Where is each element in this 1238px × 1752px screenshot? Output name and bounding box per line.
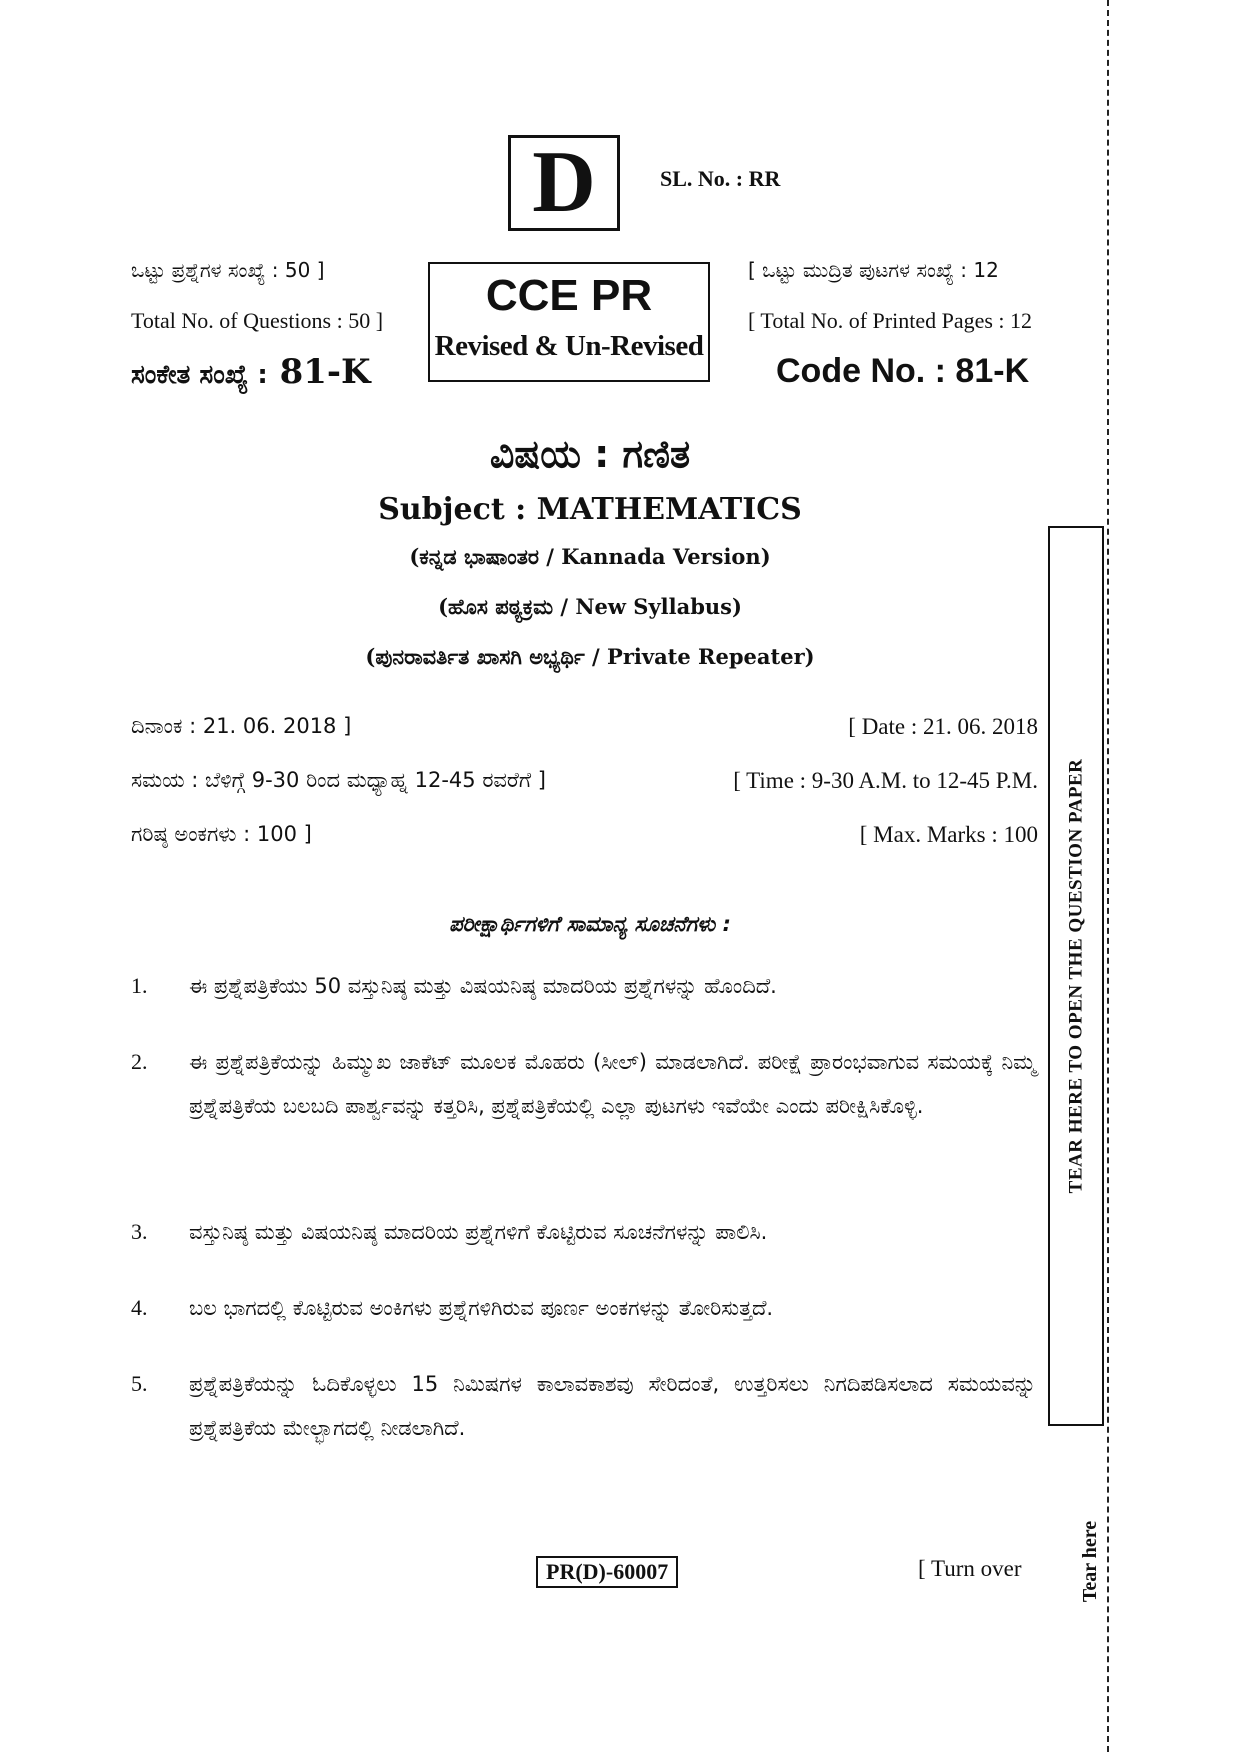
- instruction-number: 1.: [131, 973, 148, 998]
- total-questions-english: Total No. of Questions : 50 ]: [131, 308, 384, 333]
- subject-kannada: ವಿಷಯ : ಗಣಿತ: [489, 432, 691, 476]
- max-marks-kannada: ಗರಿಷ್ಠ ಅಂಕಗಳು : 100 ]: [131, 822, 312, 846]
- code-value: 81-K: [279, 352, 371, 392]
- subject-english: Subject : MATHEMATICS: [378, 492, 802, 527]
- instruction-number: 2.: [131, 1049, 148, 1074]
- code-number-kannada: [131, 352, 371, 392]
- repeater-line: (ಪುನರಾವರ್ತಿತ ಖಾಸಗಿ ಅಭ್ಯರ್ಥಿ / Private Repeater): [365, 644, 815, 669]
- set-letter: D: [532, 134, 596, 231]
- syllabus-line: (ಹೊಸ ಪಠ್ಯಕ್ರಮ / New Syllabus): [438, 594, 742, 619]
- date-english: [ Date : 21. 06. 2018: [848, 714, 1038, 739]
- printed-pages-kannada: [ ಒಟ್ಟು ಮುದ್ರಿತ ಪುಟಗಳ ಸಂಖ್ಯೆ : 12: [748, 258, 999, 282]
- tear-here-label: [1070, 1510, 1110, 1603]
- time-kannada: ಸಮಯ : ಬೆಳಿಗ್ಗೆ 9-30 ರಿಂದ ಮಧ್ಯಾಹ್ನ 12-45 ರವರೆಗೆ ]: [131, 768, 546, 792]
- tear-instruction-box: [1048, 526, 1104, 1426]
- instruction-text: ಈ ಪ್ರಶ್ನೆಪತ್ರಿಕೆಯನ್ನು ಹಿಮ್ಮುಖ ಜಾಕೆಟ್ ಮೂಲಕ ಮೊಹರು (ಸೀಲ್) ಮಾಡಲಾಗಿದೆ. ಪರೀಕ್ಷೆ ಪ್ರಾರಂಭವಾಗುವ ಸಮಯಕ್ಕೆ ನಿಮ್ಮ ಪ್ರಶ್ನೆಪತ್ರಿಕೆಯ ಬಲಬದಿ ಪಾರ್ಶ್ವವನ್ನು ಕತ್ತರಿಸಿ, ಪ್ರಶ್ನೆಪತ್ರಿಕೆಯಲ್ಲಿ ಎಲ್ಲಾ ಪುಟಗಳು ಇವೆಯೇ ಎಂದು ಪರೀಕ್ಷಿಸಿಕೊಳ್ಳಿ.: [189, 1050, 1036, 1118]
- printed-pages-english: [ Total No. of Printed Pages : 12: [748, 308, 1033, 333]
- instruction-number: 3.: [131, 1219, 148, 1244]
- instruction-text: ವಸ್ತುನಿಷ್ಠ ಮತ್ತು ವಿಷಯನಿಷ್ಠ ಮಾದರಿಯ ಪ್ರಶ್ನೆಗಳಿಗೆ ಕೊಟ್ಟಿರುವ ಸೂಚನೆಗಳನ್ನು ಪಾಲಿಸಿ.: [189, 1220, 768, 1244]
- turn-over-note: [ Turn over: [918, 1556, 1022, 1581]
- instruction-item: [131, 1040, 1036, 1128]
- paper-code: PR(D)-60007: [536, 1556, 678, 1588]
- instruction-text: ಪ್ರಶ್ನೆಪತ್ರಿಕೆಯನ್ನು ಓದಿಕೊಳ್ಳಲು 15 ನಿಮಿಷಗಳ ಕಾಲಾವಕಾಶವು ಸೇರಿದಂತೆ, ಉತ್ತರಿಸಲು ನಿಗದಿಪಡಿಸಲಾದ ಸಮಯವನ್ನು ಪ್ರಶ್ನೆಪತ್ರಿಕೆಯ ಮೇಲ್ಭಾಗದಲ್ಲಿ ನೀಡಲಾಗಿದೆ.: [189, 1372, 1036, 1440]
- tear-instruction-text: TEAR HERE TO OPEN THE QUESTION PAPER: [1065, 758, 1086, 1194]
- instruction-number: 5.: [131, 1371, 148, 1396]
- total-questions-kannada: ಒಟ್ಟು ಪ್ರಶ್ನೆಗಳ ಸಂಖ್ಯೆ : 50 ]: [131, 258, 325, 282]
- instruction-text: ಈ ಪ್ರಶ್ನೆಪತ್ರಿಕೆಯು 50 ವಸ್ತುನಿಷ್ಠ ಮತ್ತು ವಿಷಯನಿಷ್ಠ ಮಾದರಿಯ ಪ್ರಶ್ನೆಗಳನ್ನು ಹೊಂದಿದೆ.: [189, 974, 777, 998]
- cce-subtitle: Revised & Un-Revised: [434, 330, 704, 362]
- tear-here-text: Tear here: [1079, 1520, 1102, 1603]
- code-label-kannada: ಸಂಕೇತ ಸಂಖ್ಯೆ :: [131, 360, 268, 390]
- instruction-number: 4.: [131, 1295, 148, 1320]
- instruction-text: ಬಲ ಭಾಗದಲ್ಲಿ ಕೊಟ್ಟಿರುವ ಅಂಕಿಗಳು ಪ್ರಶ್ನೆಗಳಿಗಿರುವ ಪೂರ್ಣ ಅಂಕಗಳನ್ನು ತೋರಿಸುತ್ತದೆ.: [189, 1296, 774, 1320]
- instruction-item: [131, 964, 1036, 1008]
- instruction-item: [131, 1286, 1036, 1330]
- instruction-item: [131, 1210, 1036, 1254]
- instruction-item: [131, 1362, 1036, 1450]
- instructions-heading: ಪರೀಕ್ಷಾರ್ಥಿಗಳಿಗೆ ಸಾಮಾನ್ಯ ಸೂಚನೆಗಳು :: [449, 912, 731, 936]
- code-number-english: Code No. : 81-K: [776, 352, 1030, 390]
- time-english: [ Time : 9-30 A.M. to 12-45 P.M.: [733, 768, 1038, 793]
- version-line: (ಕನ್ನಡ ಭಾಷಾಂತರ / Kannada Version): [409, 544, 771, 569]
- tear-dashed-line: [1107, 0, 1109, 1752]
- cce-title: CCE PR: [485, 271, 653, 320]
- max-marks-english: [ Max. Marks : 100: [859, 822, 1038, 847]
- set-code-box: [508, 135, 620, 231]
- serial-number: SL. No. : RR: [660, 166, 781, 191]
- cce-box: [428, 262, 710, 382]
- date-kannada: ದಿನಾಂಕ : 21. 06. 2018 ]: [131, 714, 352, 738]
